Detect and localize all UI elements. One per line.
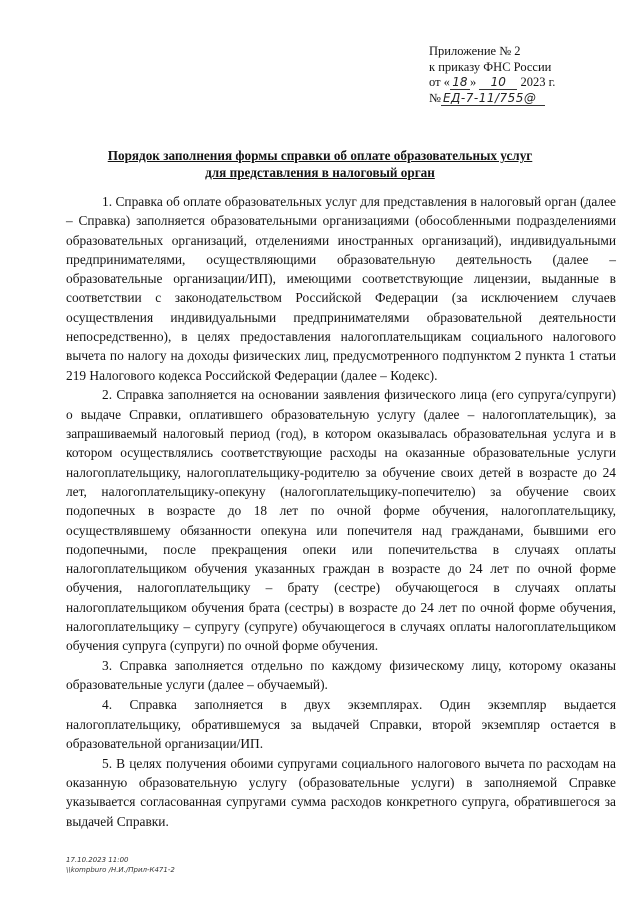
approval-date-line xyxy=(429,75,609,91)
date-year: 2023 г. xyxy=(520,75,556,89)
document-title xyxy=(0,147,640,181)
date-mid: » xyxy=(469,75,477,89)
date-day-handwritten: 18 xyxy=(450,76,470,90)
footer-timestamp: 17.10.2023 11:00 xyxy=(66,856,129,864)
date-prefix: от « xyxy=(429,75,450,89)
paragraph-2: 2. Справка заполняется на основании заявления физического лица (его супруга/супруги) о выдаче Справки, оплатившего образовательную услугу (далее – налогоплательщик), за запрашиваемый налоговый период (год), в котором оказывалась образовательная услуга и в котором осуществлялись соответствующие расходы на оказанные образовательные услуги налогоплательщику, налогоплательщику-родителю за обучение своих детей в возрасте до 24 лет, налогоплательщику-опекуну (налогоплательщику-попечителю) за обучение своих подопечных в возрасте до 18 лет по очной форме обучения, налогоплательщику, осуществлявшему обязанности опекуна или попечителя над гражданами, бывшими его подопечными, после прекращения опеки или попечительства в случаях оплаты налогоплательщиком обучения указанных граждан в возрасте до 24 лет по очной форме обучения, налогоплательщику – брату (сестре) обучающегося в случаях оплаты налогоплательщиком обучения брата (сестры) в возрасте до 24 лет по очной форме обучения, налогоплательщику – супругу (супруге) обучающегося в случаях оплаты налогоплательщиком обучения супруга (супруги) по очной форме обучения. xyxy=(66,387,616,654)
paragraph-5: 5. В целях получения обоими супругами социального налогового вычета по расходам на оказанную образовательную услугу (образовательные услуги) в заполняемой Справке указывается согласованная супругами сумма расходов конкретного супруга, обратившегося за выдачей Справки. xyxy=(66,755,616,829)
title-line-1: Порядок заполнения формы справки об оплате образовательных услуг xyxy=(107,148,533,163)
file-footer xyxy=(66,855,175,875)
approval-number-line xyxy=(429,91,609,107)
approval-line-1: Приложение № 2 xyxy=(429,44,521,58)
paragraph-1: 1. Справка об оплате образовательных услуг для представления в налоговый орган (далее – Справка) заполняется образовательными организациями (обособленными подразделениями образовательных организаций, отделениями иностранных организаций), индивидуальными предпринимателями, осуществляющими образовательную деятельность (далее – образовательные организации/ИП), имеющими соответствующие лицензии, выданные в соответствии с законодательством Российской Федерации (за исключением случаев осуществления индивидуальными предпринимателями образовательной деятельности непосредственно), в целях предоставления налогоплательщикам социального налогового вычета по налогу на доходы физических лиц, предусмотренного подпунктом 2 пункта 1 статьи 219 Налогового кодекса Российской Федерации (далее – Кодекс). xyxy=(66,194,616,383)
footer-path: \\kompburo /Н.И./Прил-К471-2 xyxy=(66,866,175,874)
approval-line-2: к приказу ФНС России xyxy=(429,59,552,74)
document-body xyxy=(66,192,616,831)
approval-stamp xyxy=(429,44,609,106)
number-prefix: № xyxy=(429,90,441,105)
title-line-2: для представления в налоговый орган xyxy=(205,165,435,180)
order-number-handwritten: ЕД-7-11/755@ xyxy=(441,92,545,106)
date-month-handwritten: 10 xyxy=(479,76,517,90)
paragraph-3: 3. Справка заполняется отдельно по каждому физическому лицу, которому оказаны образовательные услуги (далее – обучаемый). xyxy=(66,658,616,693)
paragraph-4: 4. Справка заполняется в двух экземплярах. Один экземпляр выдается налогоплательщику, обратившемуся за выдачей Справки, второй экземпляр остается в образовательной организации/ИП. xyxy=(66,697,616,751)
